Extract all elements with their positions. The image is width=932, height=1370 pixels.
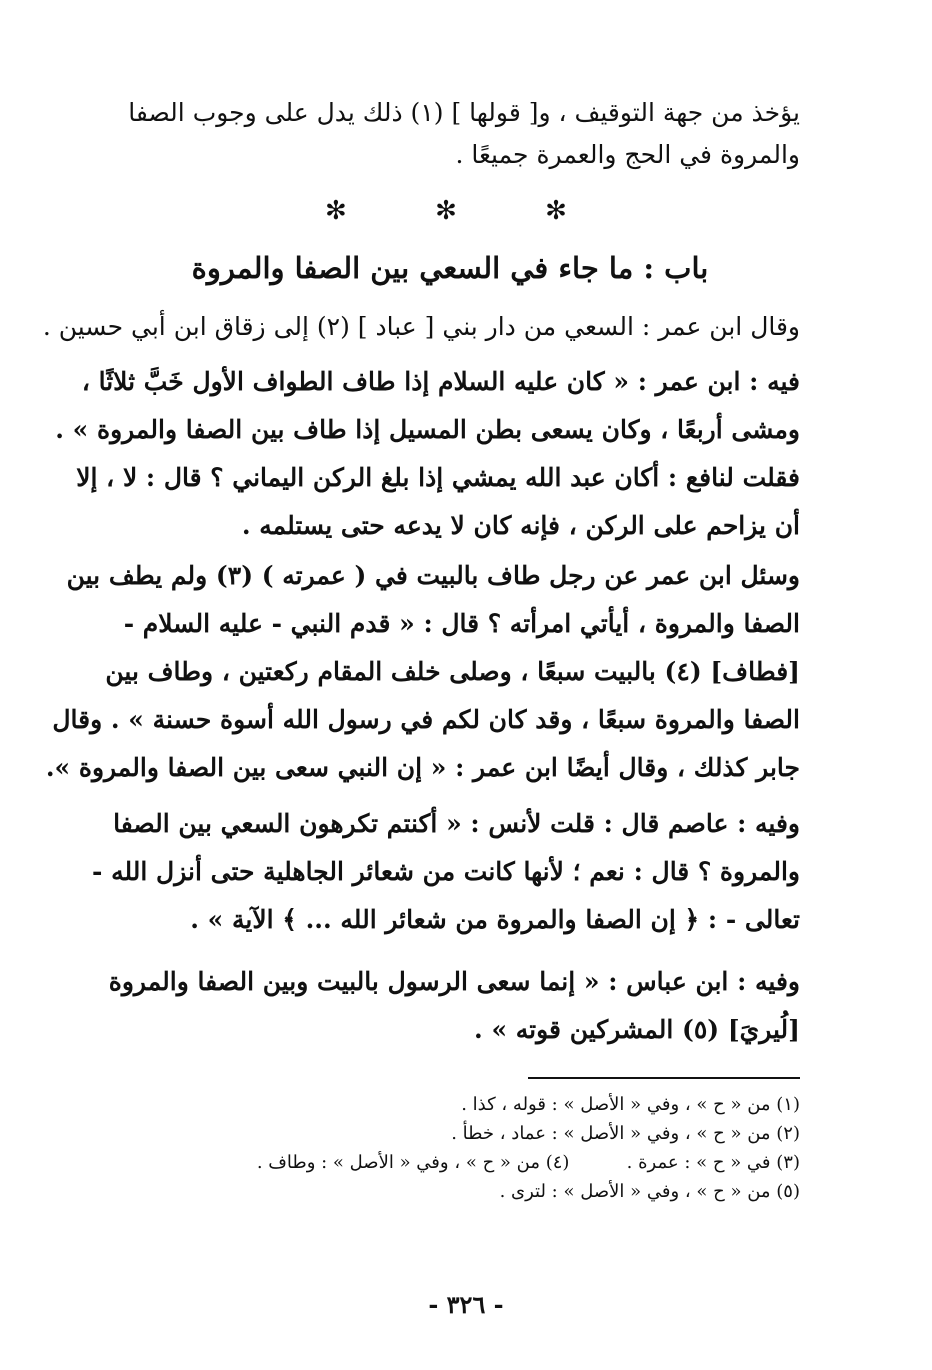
- footnote-divider: [528, 1077, 800, 1079]
- paragraph-line: وقال ابن عمر : السعي من دار بني [ عباد ] (٢) إلى زقاق ابن أبي حسين .: [42, 312, 800, 341]
- paragraph-line: وفيه : ابن عباس : « إنما سعى الرسول بالبيت وبين الصفا والمروة: [108, 967, 800, 996]
- section-separator: ✻ ✻ ✻: [325, 196, 607, 226]
- intro-line: والمروة في الحج والعمرة جميعًا .: [455, 140, 800, 169]
- paragraph: [100, 958, 800, 1054]
- paragraph-line: [لُيريَ] (٥) المشركين قوته » .: [474, 1015, 800, 1044]
- paragraph: [42, 306, 800, 348]
- paragraph-line: وفيه : عاصم قال : قلت لأنس : « أكنتم تكرهون السعي بين الصفا: [113, 809, 800, 838]
- footnote: (٢) من « ح » ، وفي « الأصل » : عماد ، خطأ .: [451, 1123, 800, 1144]
- intro-line: يؤخذ من جهة التوقيف ، و[ قولها ] (١) ذلك يدل على وجوب الصفا: [128, 98, 800, 127]
- paragraph: [45, 552, 800, 792]
- paragraph-line: [فطاف] (٤) بالبيت سبعًا ، وصلى خلف المقام ركعتين ، وطاف بين: [105, 657, 800, 686]
- paragraph-line: الصفا والمروة سبعًا ، وقد كان لكم في رسول الله أسوة حسنة » . وقال: [52, 705, 800, 734]
- paragraph-line: ومشى أربعًا ، وكان يسعى بطن المسيل إذا طاف بين الصفا والمروة » .: [55, 415, 800, 444]
- paragraph-line: وسئل ابن عمر عن رجل طاف بالبيت في ( عمرته ) (٣) ولم يطف بين: [66, 561, 800, 590]
- paragraph: [92, 800, 800, 944]
- paragraph-line: تعالى - : ﴿ إن الصفا والمروة من شعائر الله ... ﴾ الآية » .: [190, 905, 800, 934]
- chapter-title: باب : ما جاء في السعي بين الصفا والمروة: [191, 251, 709, 285]
- paragraph-line: جابر كذلك ، وقال أيضًا ابن عمر : « إن النبي سعى بين الصفا والمروة ».: [45, 753, 800, 782]
- intro-paragraph: [100, 92, 800, 176]
- paragraph-line: والمروة ؟ قال : نعم ؛ لأنها كانت من شعائر الجاهلية حتى أنزل الله -: [92, 857, 800, 886]
- footnote: (١) من « ح » ، وفي « الأصل » : قوله ، كذا .: [461, 1094, 800, 1115]
- paragraph-line: فقلت لنافع : أكان عبد الله يمشي إذا بلغ الركن اليماني ؟ قال : لا ، إلا: [76, 463, 800, 492]
- paragraph-line: فيه : ابن عمر : « كان عليه السلام إذا طاف الطواف الأول خَبَّ ثلاثًا ،: [81, 367, 800, 396]
- footnote: (٥) من « ح » ، وفي « الأصل » : لترى .: [499, 1181, 800, 1202]
- paragraph: [55, 358, 800, 550]
- paragraph-line: الصفا والمروة ، أيأتي امرأته ؟ قال : « قدم النبي - عليه السلام -: [123, 609, 800, 638]
- footnote: (٣) في « ح » : عمرة . (٤) من « ح » ، وفي « الأصل » : وطاف .: [256, 1152, 800, 1173]
- paragraph-line: أن يزاحم على الركن ، فإنه كان لا يدعه حتى يستلمه .: [241, 511, 800, 540]
- page-number: - ٣٢٦ -: [428, 1290, 504, 1319]
- footnotes: [100, 1090, 800, 1206]
